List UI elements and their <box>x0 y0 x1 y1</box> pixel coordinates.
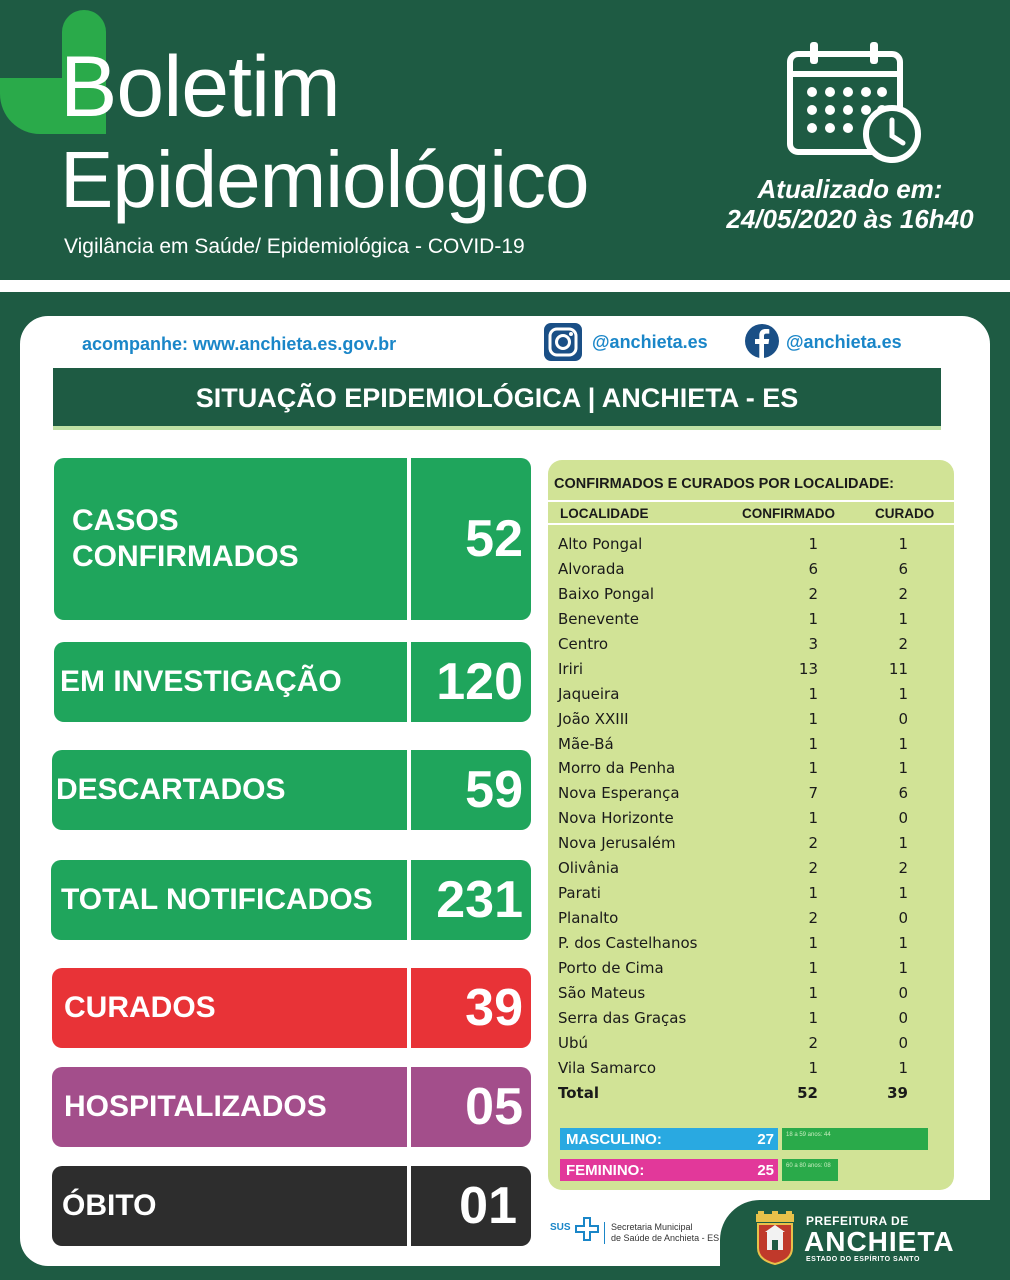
table-row <box>558 807 918 832</box>
stat-label: CASOS <box>72 504 179 537</box>
locality-name: João XXIII <box>558 709 629 728</box>
male-bar <box>560 1128 778 1150</box>
table-row <box>558 1032 918 1057</box>
stat-label: DESCARTADOS <box>56 773 286 806</box>
cured-count: 1 <box>898 934 908 952</box>
confirmed-count: 1 <box>808 1058 818 1077</box>
cured-count: 1 <box>898 535 908 553</box>
stat-obito <box>52 1166 531 1246</box>
confirmed-count: 1 <box>808 958 818 977</box>
confirmed-count: 7 <box>808 784 818 803</box>
confirmed-count: 6 <box>808 559 818 578</box>
cured-count: 1 <box>898 834 908 853</box>
title-line2: Epidemiológico <box>60 135 589 224</box>
title-line1: Boletim <box>60 39 340 135</box>
table-row <box>558 558 918 583</box>
locality-name: Planalto <box>558 909 619 928</box>
table-row <box>558 932 918 957</box>
subtitle: Vigilância em Saúde/ Epidemiológica - COVID-19 <box>64 235 525 258</box>
locality-name: Jaqueira <box>558 684 620 703</box>
confirmed-count: 1 <box>808 535 818 553</box>
stat-casos-confirmados <box>54 458 531 620</box>
table-rule <box>548 523 954 525</box>
cured-count: 6 <box>898 559 908 578</box>
cured-count: 2 <box>898 859 908 878</box>
table-row <box>558 907 918 932</box>
locality-name: Nova Horizonte <box>558 809 674 828</box>
confirmed-count: 2 <box>808 859 818 878</box>
table-row <box>558 708 918 733</box>
stat-total-notificados <box>51 860 531 940</box>
locality-name: Centro <box>558 634 609 653</box>
cured-count: 0 <box>898 1033 908 1052</box>
cured-count: 1 <box>898 759 908 778</box>
age-box-60-80: 60 a 80 anos: 08 <box>782 1159 838 1181</box>
stat-em-investigacao <box>54 642 531 722</box>
stat-label: CURADOS <box>64 991 216 1024</box>
cured-count: 0 <box>898 983 908 1002</box>
locality-name: Baixo Pongal <box>558 584 655 603</box>
confirmed-count: 2 <box>808 834 818 853</box>
instagram-handle[interactable]: @anchieta.es <box>592 332 708 352</box>
stat-label: TOTAL NOTIFICADOS <box>61 883 373 916</box>
table-row <box>558 782 918 807</box>
column-header-locality: LOCALIDADE <box>560 506 649 521</box>
confirmed-count: 1 <box>808 1008 818 1027</box>
table-row <box>558 683 918 708</box>
confirmed-count: 1 <box>808 809 818 828</box>
updated-label: Atualizado em: <box>757 174 943 204</box>
coat-of-arms-icon <box>752 1210 798 1266</box>
facebook-handle[interactable]: @anchieta.es <box>786 332 902 352</box>
confirmed-count: 1 <box>808 884 818 903</box>
confirmed-count: 1 <box>808 759 818 778</box>
updated-text <box>700 174 1000 234</box>
locality-name: P. dos Castelhanos <box>558 934 698 952</box>
table-row <box>558 857 918 882</box>
stat-value: 231 <box>411 860 531 940</box>
confirmed-count: 1 <box>808 684 818 703</box>
confirmed-count: 1 <box>808 734 818 753</box>
stat-value: 52 <box>411 458 531 620</box>
cured-count: 6 <box>898 784 908 803</box>
cured-count: 2 <box>898 634 908 653</box>
confirmed-count: 1 <box>808 983 818 1002</box>
sus-cross-icon <box>574 1216 600 1242</box>
updated-date: 24/05/2020 às 16h40 <box>726 204 974 234</box>
column-header-cured: CURADO <box>875 506 935 521</box>
locality-name: Ubú <box>558 1033 589 1052</box>
confirmed-count: 2 <box>808 909 818 928</box>
stat-value: 120 <box>411 642 531 722</box>
locality-name: Benevente <box>558 609 639 628</box>
table-row <box>558 757 918 782</box>
total-label: Total <box>558 1083 599 1102</box>
table-row <box>558 982 918 1007</box>
locality-name: Nova Esperança <box>558 784 680 803</box>
table-row <box>558 1007 918 1032</box>
stat-label: ÓBITO <box>62 1189 157 1222</box>
facebook-icon[interactable] <box>745 324 779 358</box>
table-total-row <box>558 1082 918 1107</box>
table-row <box>558 633 918 658</box>
prefeitura-line2: ANCHIETA <box>804 1226 955 1257</box>
stat-label: EM INVESTIGAÇÃO <box>60 665 342 698</box>
stat-curados <box>52 968 531 1048</box>
stat-label: HOSPITALIZADOS <box>64 1090 327 1123</box>
locality-name: Serra das Graças <box>558 1008 687 1027</box>
sus-logo-text: SUS <box>550 1222 571 1233</box>
cured-count: 1 <box>898 1058 908 1077</box>
header <box>0 0 1010 280</box>
cured-count: 0 <box>898 909 908 928</box>
locality-name: Nova Jerusalém <box>558 834 676 853</box>
stat-descartados <box>52 750 531 830</box>
confirmed-count: 2 <box>808 584 818 603</box>
table-title: CONFIRMADOS E CURADOS POR LOCALIDADE: <box>554 476 894 492</box>
locality-name: Vila Samarco <box>558 1058 657 1077</box>
female-value: 25 <box>757 1162 774 1179</box>
locality-name: Olivânia <box>558 859 620 878</box>
secretaria-line: de Saúde de Anchieta - ES <box>611 1233 720 1243</box>
table-row <box>558 832 918 857</box>
calendar-clock-icon <box>782 40 922 170</box>
stat-value: 05 <box>411 1067 531 1147</box>
locality-name: Alvorada <box>558 559 625 578</box>
table-row <box>558 957 918 982</box>
secretaria-text <box>604 1222 719 1244</box>
cured-count: 1 <box>898 734 908 753</box>
locality-name: Parati <box>558 884 601 903</box>
confirmed-count: 2 <box>808 1033 818 1052</box>
female-label: FEMININO: <box>566 1162 645 1179</box>
cured-count: 1 <box>898 609 908 628</box>
male-label: MASCULINO: <box>566 1131 662 1148</box>
table-rule <box>548 500 954 502</box>
prefeitura-line1: PREFEITURA DE <box>806 1214 909 1228</box>
locality-name: Alto Pongal <box>558 535 643 553</box>
cured-count: 1 <box>898 958 908 977</box>
male-value: 27 <box>757 1131 774 1148</box>
locality-name: Mãe-Bá <box>558 734 614 753</box>
prefeitura-line3: ESTADO DO ESPÍRITO SANTO <box>806 1256 920 1263</box>
table-row <box>558 658 918 683</box>
cured-count: 1 <box>898 684 908 703</box>
column-header-confirmed: CONFIRMADO <box>742 506 835 521</box>
confirmed-count: 1 <box>808 609 818 628</box>
locality-name: São Mateus <box>558 983 646 1002</box>
female-bar <box>560 1159 778 1181</box>
confirmed-count: 13 <box>798 659 818 678</box>
age-box-18-59: 18 a 59 anos: 44 <box>782 1128 928 1150</box>
cured-count: 0 <box>898 809 908 828</box>
table-row <box>558 608 918 633</box>
stat-label: CONFIRMADOS <box>72 540 299 573</box>
locality-name: Morro da Penha <box>558 759 676 778</box>
table-row <box>558 533 918 558</box>
table-row <box>558 882 918 907</box>
divider <box>0 280 1010 292</box>
cured-count: 1 <box>898 884 908 903</box>
stat-hospitalizados <box>52 1067 531 1147</box>
secretaria-line: Secretaria Municipal <box>611 1222 693 1232</box>
confirmed-count: 1 <box>808 709 818 728</box>
stat-value: 01 <box>411 1166 531 1246</box>
table-row <box>558 733 918 758</box>
locality-rows <box>558 533 918 1107</box>
confirmed-count: 1 <box>808 934 818 952</box>
instagram-icon[interactable] <box>543 322 583 362</box>
cured-count: 2 <box>898 584 908 603</box>
table-row <box>558 1057 918 1082</box>
situation-title: SITUAÇÃO EPIDEMIOLÓGICA | ANCHIETA - ES <box>53 368 941 430</box>
total-cured: 39 <box>887 1083 908 1102</box>
total-confirmed: 52 <box>797 1083 818 1102</box>
locality-name: Iriri <box>558 659 584 678</box>
cured-count: 11 <box>888 659 908 678</box>
stat-value: 59 <box>411 750 531 830</box>
table-row <box>558 583 918 608</box>
cured-count: 0 <box>898 1008 908 1027</box>
stat-value: 39 <box>411 968 531 1048</box>
locality-name: Porto de Cima <box>558 958 664 977</box>
follow-link[interactable]: acompanhe: www.anchieta.es.gov.br <box>82 334 397 354</box>
cured-count: 0 <box>898 709 908 728</box>
confirmed-count: 3 <box>808 634 818 653</box>
